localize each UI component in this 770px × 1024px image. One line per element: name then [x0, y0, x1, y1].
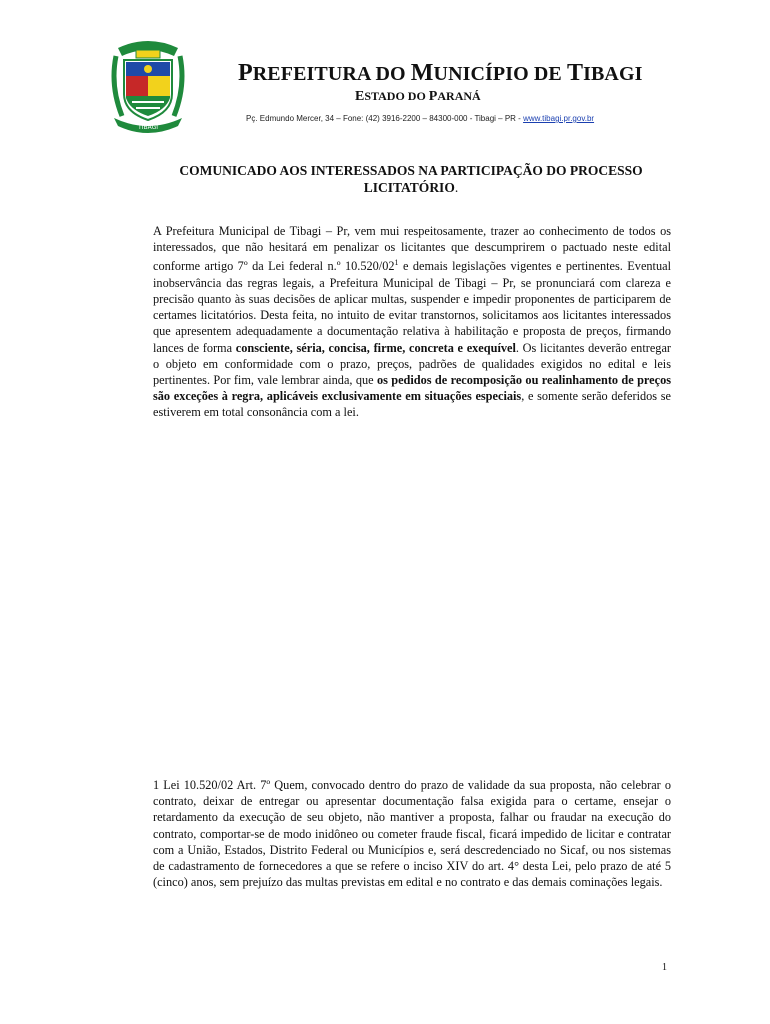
document-subject: COMUNICADO AOS INTERESSADOS NA PARTICIPAÇÃO DO PROCESSO LICITATÓRIO. — [179, 163, 643, 195]
body-paragraph: A Prefeitura Municipal de Tibagi – Pr, vem mui respeitosamente, trazer ao conhecimento de todos os interessados, que não hesitará em penalizar os licitantes que descumprirem o pactuado neste edital conforme artigo 7º da Lei federal n.º $10.520/02^1$ e demais legislações vigentes e pertinentes. Eventual inobservância das regras legais, a Prefeitura Municipal de Tibagi – Pr, se pronunciará com clareza e precisão quanto às suas decisões de aplicar multas, suspender e impedir proponentes de participarem de certames licitatórios. Desta feita, no intuito de evitar transtornos, solicitamos aos licitantes interessados que apresentem adequadamente a documentação relativa à habilitação e proposta de preços, firmando lances de forma consciente, séria, concisa, firme, concreta e exequível. Os licitantes deverão entregar o objeto em conformidade com o prazo, preços, padrões de qualidades exigidos no edital e leis pertinentes. Por fim, vale lembrar ainda, que os pedidos de recomposição ou realinhamento de preços são exceções à regra, aplicáveis exclusivamente em situações especiais, e somente serão deferidos se estiverem em total consonância com a lei. — [153, 224, 672, 420]
footnote: 1 Lei 10.520/02 Art. 7º Quem, convocado dentro do prazo de validade da sua proposta, não celebrar o contrato, deixar de entregar ou apresentar documentação falsa exigida para o certame, ensejar o retardamento da execução de seu objeto, não mantiver a proposta, falhar ou fraudar na execução do contrato, comportar-se de modo inidôneo ou cometer fraude fiscal, ficará impedido de licitar e contratar com a União, Estados, Distrito Federal ou Municípios e, será descredenciado no Sicaf, ou nos sistemas de cadastramento de fornecedores a que se refere o inciso XIV do art. 4° desta Lei, pelo prazo de até 5 (cinco) anos, sem prejuízo das multas previstas em edital e no contrato e das demais cominações legais. — [153, 778, 671, 890]
header-subtitle: ESTADO DO PARANÁ — [355, 89, 481, 104]
page-number: 1 — [662, 962, 667, 973]
header-title: PREFEITURA DO MUNICÍPIO DE TIBAGI — [238, 60, 643, 86]
municipal-coat-of-arms-icon — [108, 36, 188, 136]
website-link[interactable]: www.tibagi.pr.gov.br — [523, 114, 595, 123]
svg-text:TIBAGI: TIBAGI — [138, 124, 158, 131]
header-address: Pç. Edmundo Mercer, 34 – Fone: (42) 3916-2200 – 84300-000 - Tibagi – PR - www.tibagi.pr.gov.br — [246, 114, 595, 123]
